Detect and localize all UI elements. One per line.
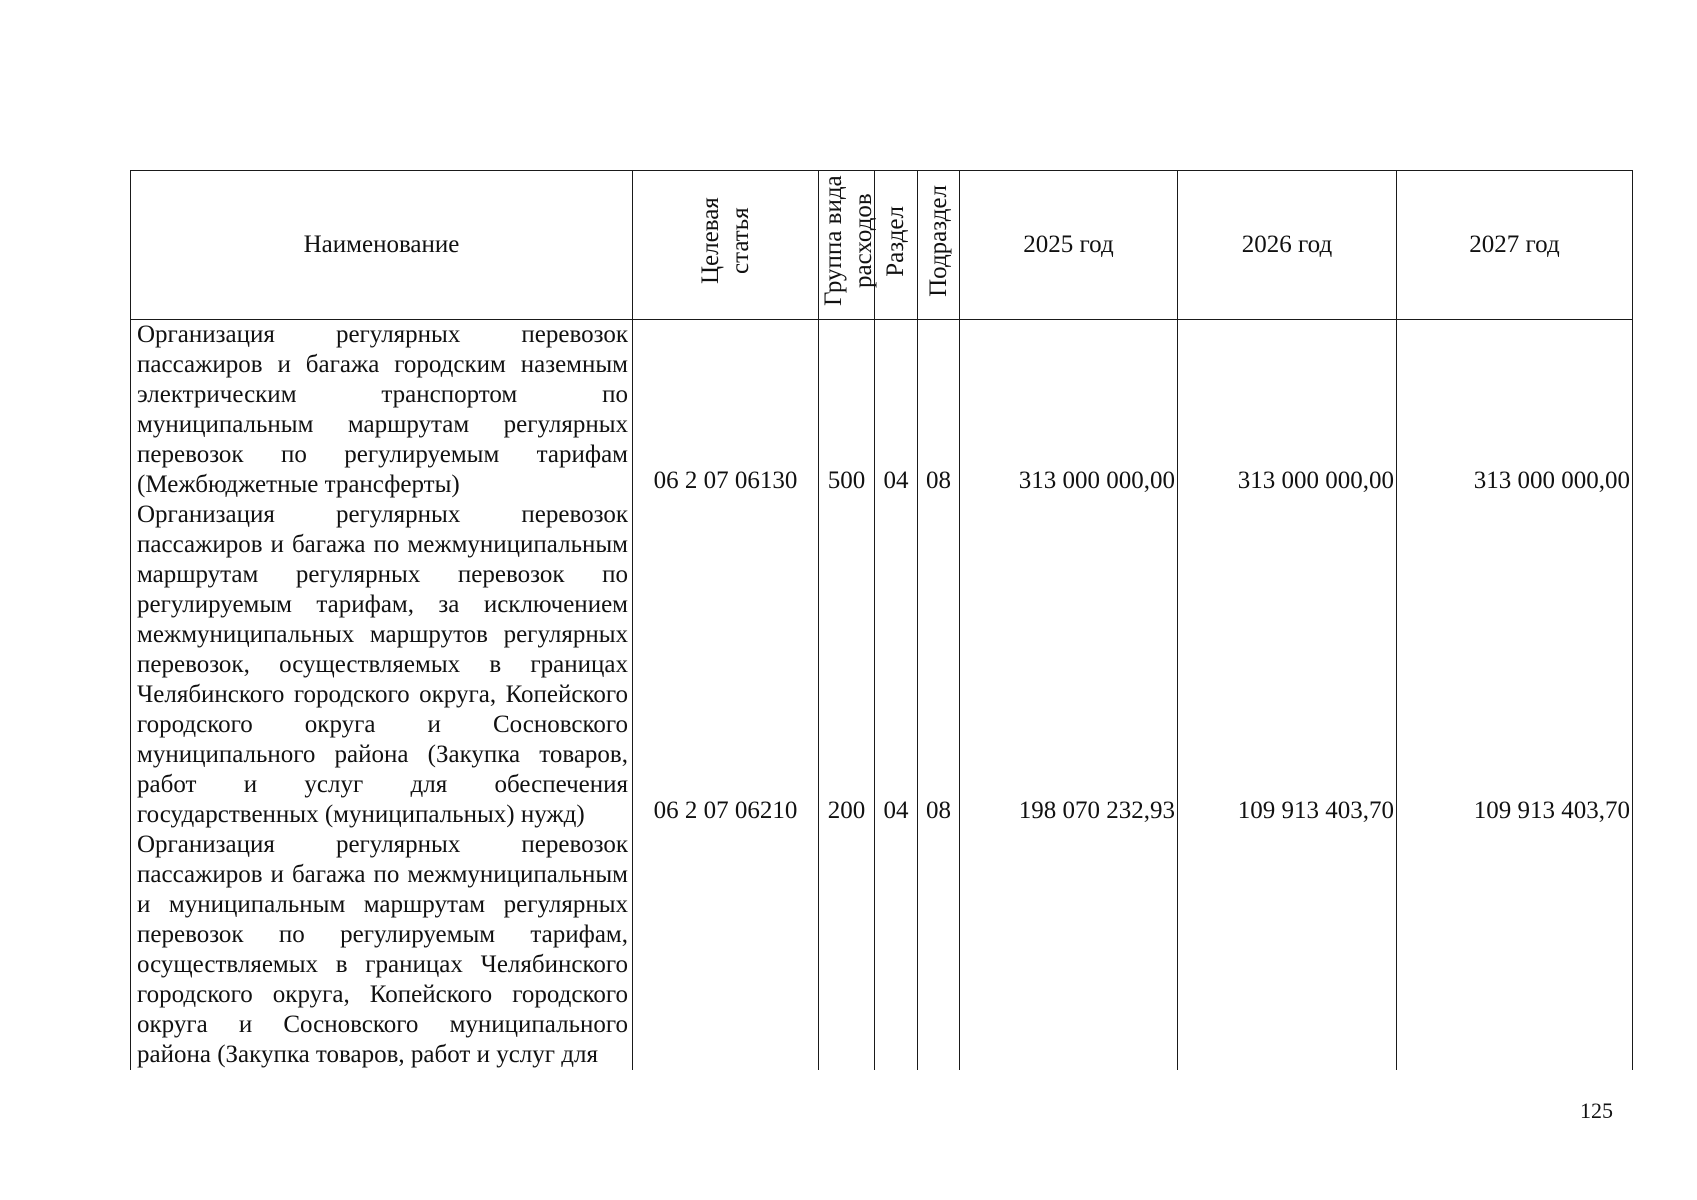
header-name xyxy=(131,171,633,320)
row-section xyxy=(875,830,918,1070)
header-section-label: Раздел xyxy=(882,205,909,277)
row-subsection: 08 xyxy=(918,320,960,501)
row-target-article: 06 2 07 06210 xyxy=(633,500,819,830)
row-amount-2027 xyxy=(1397,830,1633,1070)
row-amount-2025: 313 000 000,00 xyxy=(960,320,1178,501)
header-year-2027 xyxy=(1397,171,1633,320)
header-subsection-label: Подраздел xyxy=(924,185,952,297)
row-amount-2025: 198 070 232,93 xyxy=(960,500,1178,830)
table-row xyxy=(131,830,1633,1070)
row-target-article: 06 2 07 06130 xyxy=(633,320,819,501)
header-year-2027-label: 2027 год xyxy=(1469,231,1560,258)
header-name-label: Наименование xyxy=(303,231,460,258)
row-amount-2026 xyxy=(1178,830,1397,1070)
table-row xyxy=(131,500,1633,830)
table-row xyxy=(131,320,1633,501)
header-year-2025 xyxy=(960,171,1178,320)
row-expense-group: 500 xyxy=(819,320,875,501)
header-target-article xyxy=(633,171,819,320)
row-amount-2026: 313 000 000,00 xyxy=(1178,320,1397,501)
document-page xyxy=(130,170,1632,1070)
row-amount-2027: 109 913 403,70 xyxy=(1397,500,1633,830)
header-year-2025-label: 2025 год xyxy=(1023,231,1114,258)
page-number: 125 xyxy=(1580,1098,1613,1123)
row-expense-group: 200 xyxy=(819,500,875,830)
row-name: Организация регулярных перевозок пассажиров и багажа по межмуниципальным и муниципальным маршрутам регулярных перевозок по регулируемым тарифам, осуществляемых в границах Челябинского городского округа, Копейского городского округа и Сосновского муниципального района (Закупка товаров, работ и услуг для xyxy=(131,830,633,1070)
row-subsection xyxy=(918,830,960,1070)
row-section: 04 xyxy=(875,320,918,501)
row-amount-2025 xyxy=(960,830,1178,1070)
row-section: 04 xyxy=(875,500,918,830)
header-subsection xyxy=(918,171,960,320)
row-subsection: 08 xyxy=(918,500,960,830)
budget-table xyxy=(130,170,1633,1070)
header-section xyxy=(875,171,918,320)
header-year-2026-label: 2026 год xyxy=(1241,231,1333,258)
table-header-row xyxy=(131,171,1633,320)
row-name: Организация регулярных перевозок пассажиров и багажа по межмуниципальным маршрутам регулярных перевозок по регулируемым тарифам, за исключением межмуниципальных маршрутов регулярных перевозок, осуществляемых в границах Челябинского городского округа, Копейского городского округа и Сосновского муниципального района (Закупка товаров, работ и услуг для обеспечения государственных (муниципальных) нужд) xyxy=(131,500,633,830)
row-amount-2026: 109 913 403,70 xyxy=(1178,500,1397,830)
header-expense-group xyxy=(819,171,875,320)
row-expense-group xyxy=(819,830,875,1070)
header-target-article-label: Целевая статья xyxy=(696,197,754,285)
row-amount-2027: 313 000 000,00 xyxy=(1397,320,1633,501)
row-name: Организация регулярных перевозок пассажиров и багажа городским наземным электрическим транспортом по муниципальным маршрутам регулярных перевозок по регулируемым тарифам (Межбюджетные трансферты) xyxy=(131,320,633,501)
row-target-article xyxy=(633,830,819,1070)
header-expense-group-label: Группа вида расходов xyxy=(820,175,877,307)
header-year-2026 xyxy=(1178,171,1397,320)
